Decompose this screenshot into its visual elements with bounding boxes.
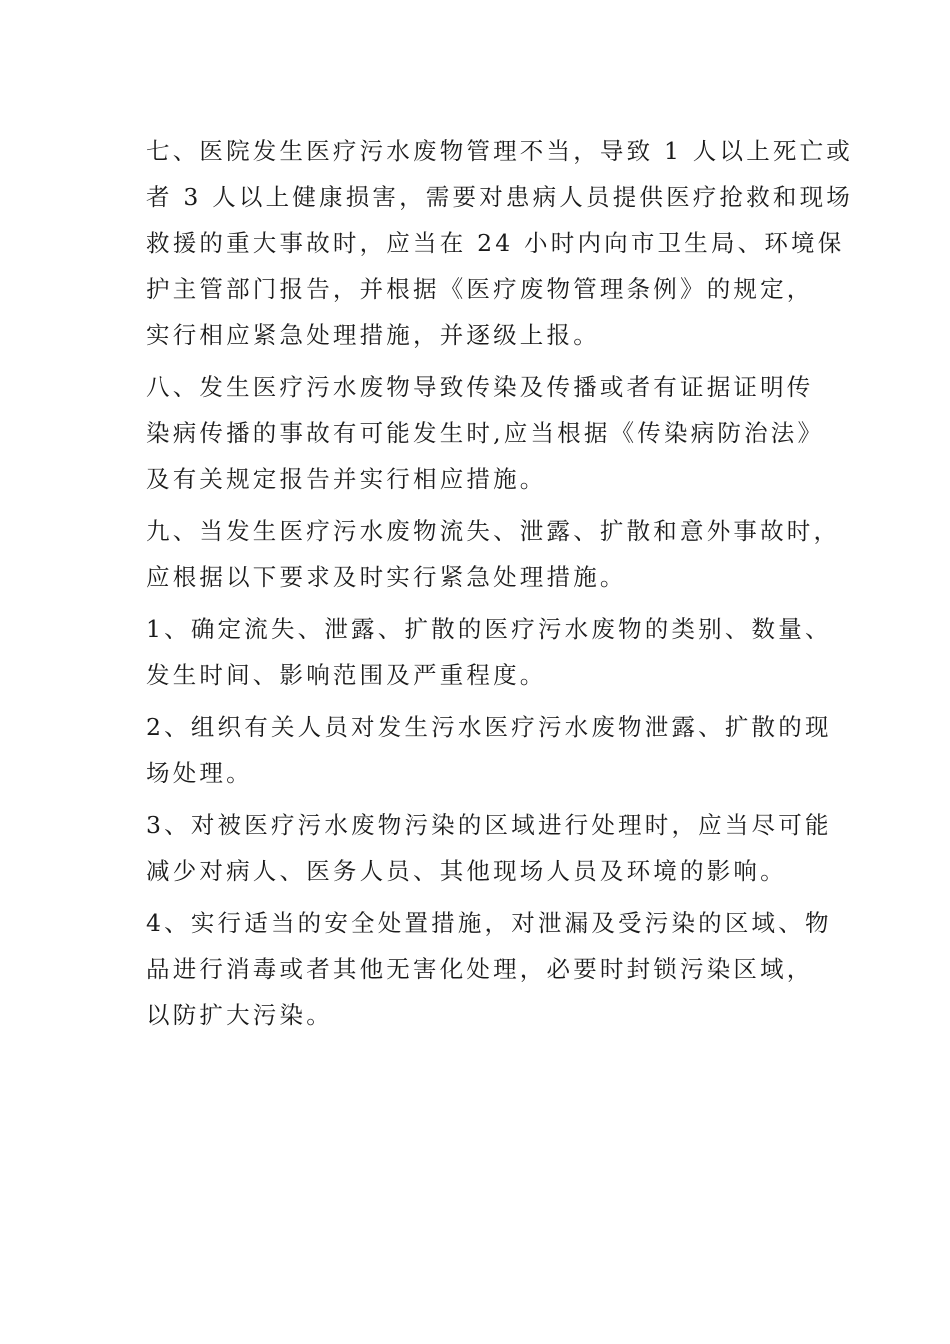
text-line: 4、实行适当的安全处置措施，对泄漏及受污染的区域、物 xyxy=(146,909,832,937)
text-line: 品进行消毒或者其他无害化处理，必要时封锁污染区域， xyxy=(146,955,814,983)
paragraph-eight xyxy=(146,364,825,502)
text-line: 七、医院发生医疗污水废物管理不当，导致 1 人以上死亡或 xyxy=(146,137,853,165)
text-line: 1、确定流失、泄露、扩散的医疗污水废物的类别、数量、 xyxy=(146,615,832,643)
text-line: 染病传播的事故有可能发生时,应当根据《传染病防治法》 xyxy=(146,419,825,447)
text-line: 及有关规定报告并实行相应措施。 xyxy=(146,465,547,493)
list-item-3 xyxy=(146,802,832,894)
paragraph-seven xyxy=(146,128,853,358)
text-line: 减少对病人、医务人员、其他现场人员及环境的影响。 xyxy=(146,857,787,885)
text-line: 护主管部门报告，并根据《医疗废物管理条例》的规定， xyxy=(146,275,814,303)
list-item-2 xyxy=(146,704,832,796)
text-line: 救援的重大事故时，应当在 24 小时内向市卫生局、环境保 xyxy=(146,229,845,257)
text-line: 发生时间、影响范围及严重程度。 xyxy=(146,661,547,689)
text-line: 应根据以下要求及时实行紧急处理措施。 xyxy=(146,563,627,591)
document-body xyxy=(146,128,853,1044)
text-line: 八、发生医疗污水废物导致传染及传播或者有证据证明传 xyxy=(146,373,814,401)
list-item-1 xyxy=(146,606,832,698)
text-line: 2、组织有关人员对发生污水医疗污水废物泄露、扩散的现 xyxy=(146,713,832,741)
text-line: 场处理。 xyxy=(146,759,253,787)
paragraph-nine xyxy=(146,508,841,600)
text-line: 九、当发生医疗污水废物流失、泄露、扩散和意外事故时， xyxy=(146,517,841,545)
text-line: 以防扩大污染。 xyxy=(146,1001,333,1029)
list-item-4 xyxy=(146,900,832,1038)
text-line: 3、对被医疗污水废物污染的区域进行处理时，应当尽可能 xyxy=(146,811,832,839)
text-line: 实行相应紧急处理措施，并逐级上报。 xyxy=(146,321,600,349)
text-line: 者 3 人以上健康损害，需要对患病人员提供医疗抢救和现场 xyxy=(146,183,853,211)
